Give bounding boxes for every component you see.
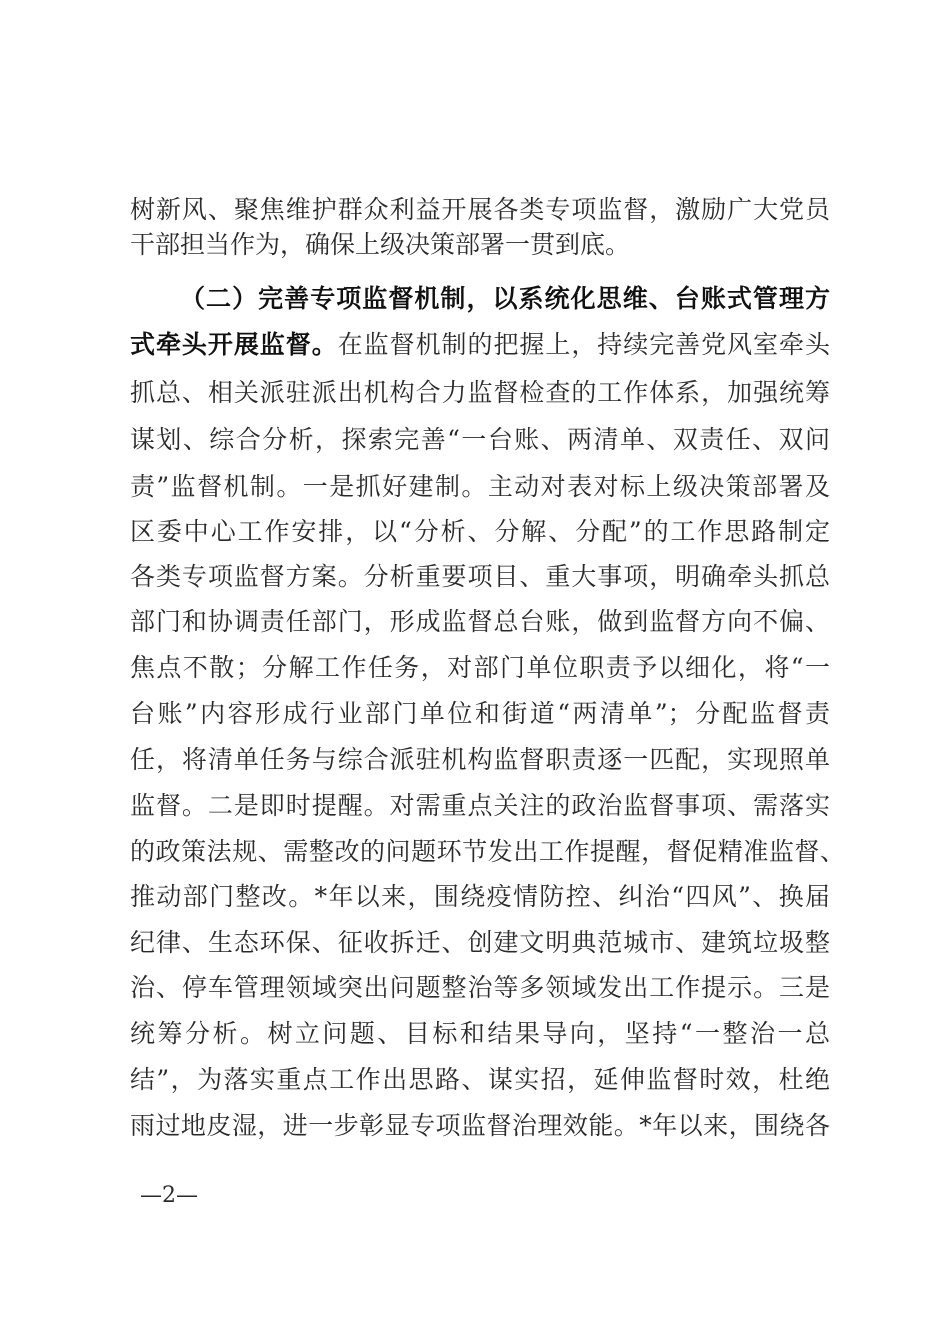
paragraph-line: 推动部门整改。*年以来，围绕疫情防控、纠治“四风”、换届 <box>130 882 830 911</box>
paragraph-line: 责”监督机制。一是抓好建制。主动对表对标上级决策部署及 <box>130 472 830 501</box>
paragraph-line: 台账”内容形成行业部门单位和街道“两清单”；分配监督责 <box>130 699 830 728</box>
paragraph-line: 树新风、聚焦维护群众利益开展各类专项监督，激励广大党员 <box>130 195 830 224</box>
paragraph-line: 纪律、生态环保、征收拆迁、创建文明典范城市、建筑垃圾整 <box>130 928 830 957</box>
paragraph-line: 的政策法规、需整改的问题环节发出工作提醒，督促精准监督、 <box>130 837 845 866</box>
paragraph-line <box>130 330 830 360</box>
paragraph-line: 任，将清单任务与综合派驻机构监督职责逐一匹配，实现照单 <box>130 745 830 774</box>
paragraph-line: 谋划、综合分析，探索完善“一台账、两清单、双责任、双问 <box>130 425 830 454</box>
paragraph-line: 抓总、相关派驻派出机构合力监督检查的工作体系，加强统筹 <box>130 378 830 407</box>
paragraph-line: 治、停车管理领域突出问题整治等多领域发出工作提示。三是 <box>130 973 830 1002</box>
paragraph-line: 统筹分析。树立问题、目标和结果导向，坚持“一整治一总 <box>130 1019 830 1048</box>
paragraph-line: 部门和协调责任部门，形成监督总台账，做到监督方向不偏、 <box>130 607 830 636</box>
paragraph-line: 结”，为落实重点工作出思路、谋实招，延伸监督时效，杜绝 <box>130 1065 830 1094</box>
section-heading: （二）完善专项监督机制，以系统化思维、台账式管理方 <box>180 284 830 313</box>
section-heading-continuation: 式牵头开展监督。 <box>130 330 338 359</box>
paragraph-line: 焦点不散；分解工作任务，对部门单位职责予以细化，将“一 <box>130 653 830 682</box>
paragraph-line: 干部担当作为，确保上级决策部署一贯到底。 <box>130 230 631 259</box>
paragraph-line: 雨过地皮湿，进一步彰显专项监督治理效能。*年以来，围绕各 <box>130 1111 830 1140</box>
paragraph-text: 在监督机制的把握上，持续完善党风室牵头 <box>337 330 830 359</box>
paragraph-line: 监督。二是即时提醒。对需重点关注的政治监督事项、需落实 <box>130 791 830 820</box>
paragraph-line: 区委中心工作安排，以“分析、分解、分配”的工作思路制定 <box>130 517 830 546</box>
paragraph-line: 各类专项监督方案。分析重要项目、重大事项，明确牵头抓总 <box>130 562 830 591</box>
page-number: —2— <box>140 1183 198 1208</box>
